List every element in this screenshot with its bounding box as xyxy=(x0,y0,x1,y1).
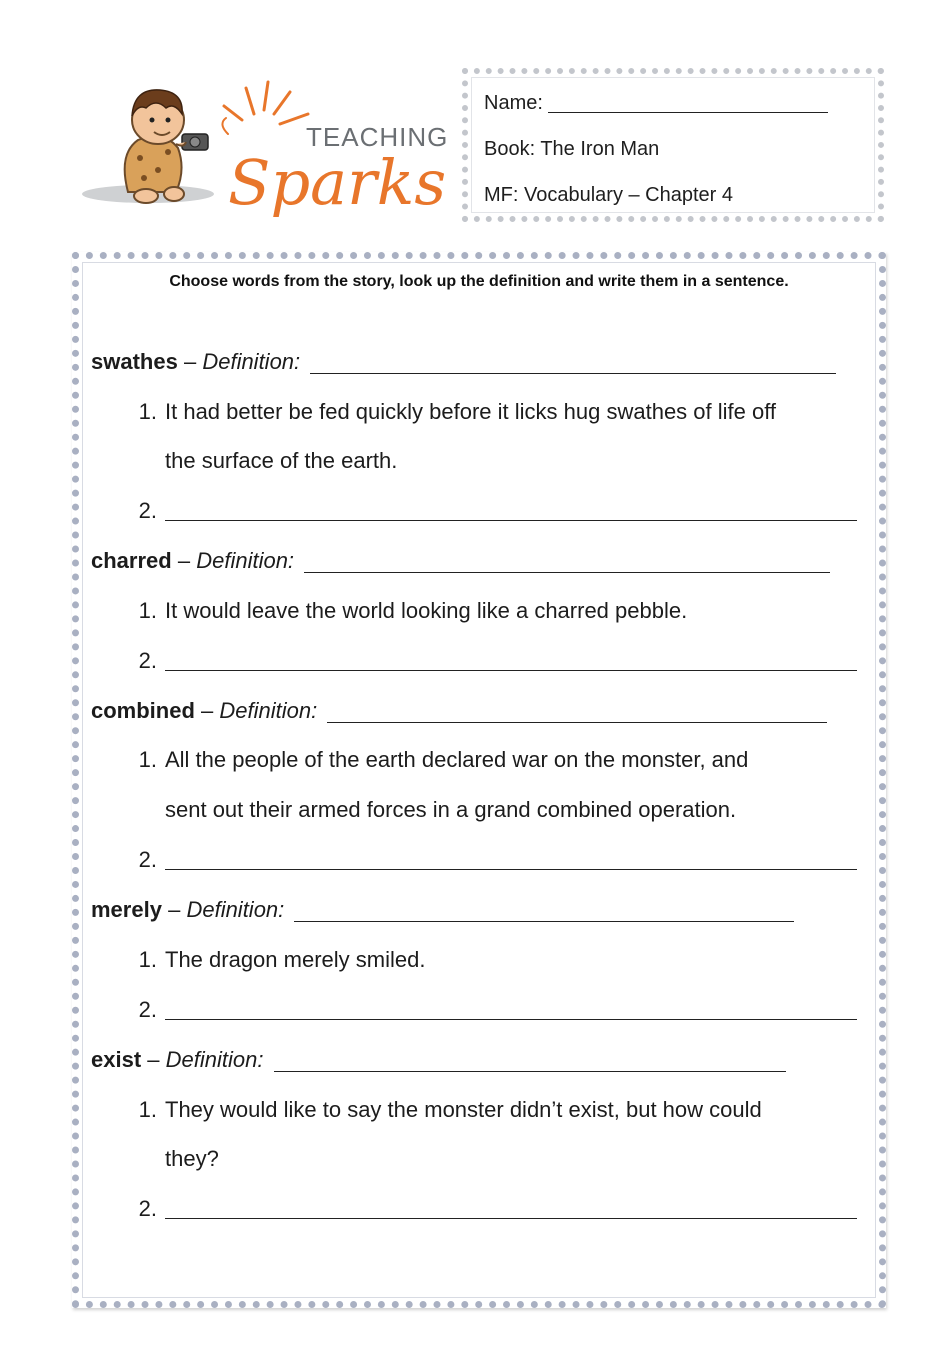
sentence-number: 2. xyxy=(138,997,157,1022)
caveman-with-camera-icon xyxy=(125,90,208,203)
sentence-text: they? xyxy=(165,1146,219,1171)
own-sentence-blank[interactable] xyxy=(165,498,857,521)
vocab-word: merely xyxy=(91,897,162,922)
name-field[interactable] xyxy=(484,92,828,115)
vocab-word: exist xyxy=(91,1047,142,1072)
name-blank[interactable] xyxy=(548,92,828,113)
sunburst-spark-icon xyxy=(222,82,308,134)
definition-blank[interactable] xyxy=(294,899,794,922)
definition-label: Definition: xyxy=(196,548,295,573)
sentence-text: It would leave the world looking like a charred pebble. xyxy=(165,598,688,623)
own-sentence-blank[interactable] xyxy=(165,648,857,671)
sentence-number: 2. xyxy=(138,847,157,872)
own-sentence-blank[interactable] xyxy=(165,997,857,1020)
definition-blank[interactable] xyxy=(310,351,836,374)
definition-blank[interactable] xyxy=(327,700,827,723)
vocab-term-swathes xyxy=(91,349,857,375)
vocab-term-combined xyxy=(91,698,857,724)
sentence-number: 1. xyxy=(138,747,157,772)
logo-brand-bottom: Sparks xyxy=(228,146,447,219)
sentence-number: 1. xyxy=(138,1097,157,1122)
student-info-box xyxy=(462,68,884,222)
worksheet-box xyxy=(72,252,886,1308)
own-sentence-blank[interactable] xyxy=(165,1196,857,1219)
dash: – xyxy=(201,698,214,723)
sentence-number: 2. xyxy=(138,648,157,673)
definition-blank[interactable] xyxy=(304,550,830,573)
vocab-word: swathes xyxy=(91,349,178,374)
sentence-number: 2. xyxy=(138,498,157,523)
dash: – xyxy=(147,1047,160,1072)
sentence-text: The dragon merely smiled. xyxy=(165,947,426,972)
book-title: Book: The Iron Man xyxy=(484,138,660,160)
sentence-text: It had better be fed quickly before it licks hug swathes of life off xyxy=(165,399,777,424)
sentence-number: 1. xyxy=(138,947,157,972)
sentence-text: sent out their armed forces in a grand combined operation. xyxy=(165,797,737,822)
sentence-text: All the people of the earth declared war on the monster, and xyxy=(165,747,749,772)
definition-label: Definition: xyxy=(165,1047,264,1072)
sentence-text: They would like to say the monster didn’t exist, but how could xyxy=(165,1097,762,1122)
worksheet-subject: MF: Vocabulary – Chapter 4 xyxy=(484,184,734,206)
vocab-word: charred xyxy=(91,548,172,573)
logo-brand-top: TEACHING xyxy=(306,122,449,152)
dash: – xyxy=(168,897,181,922)
own-sentence-blank[interactable] xyxy=(165,847,857,870)
instructions: Choose words from the story, look up the definition and write them in a sentence. xyxy=(169,273,789,290)
sentence-number: 1. xyxy=(138,399,157,424)
teaching-sparks-logo xyxy=(78,74,450,222)
definition-label: Definition: xyxy=(186,897,285,922)
sentence-number: 1. xyxy=(138,598,157,623)
definition-label: Definition: xyxy=(219,698,318,723)
vocab-word: combined xyxy=(91,698,195,723)
dash: – xyxy=(177,548,191,573)
definition-blank[interactable] xyxy=(274,1049,786,1072)
sentence-text: the surface of the earth. xyxy=(165,448,398,473)
definition-label: Definition: xyxy=(202,349,301,374)
vocab-term-merely xyxy=(91,897,857,923)
vocab-term-charred xyxy=(91,548,857,574)
vocab-term-exist xyxy=(91,1047,857,1073)
sentence-number: 2. xyxy=(138,1196,157,1221)
name-label: Name: xyxy=(484,92,543,114)
dash: – xyxy=(183,349,197,374)
